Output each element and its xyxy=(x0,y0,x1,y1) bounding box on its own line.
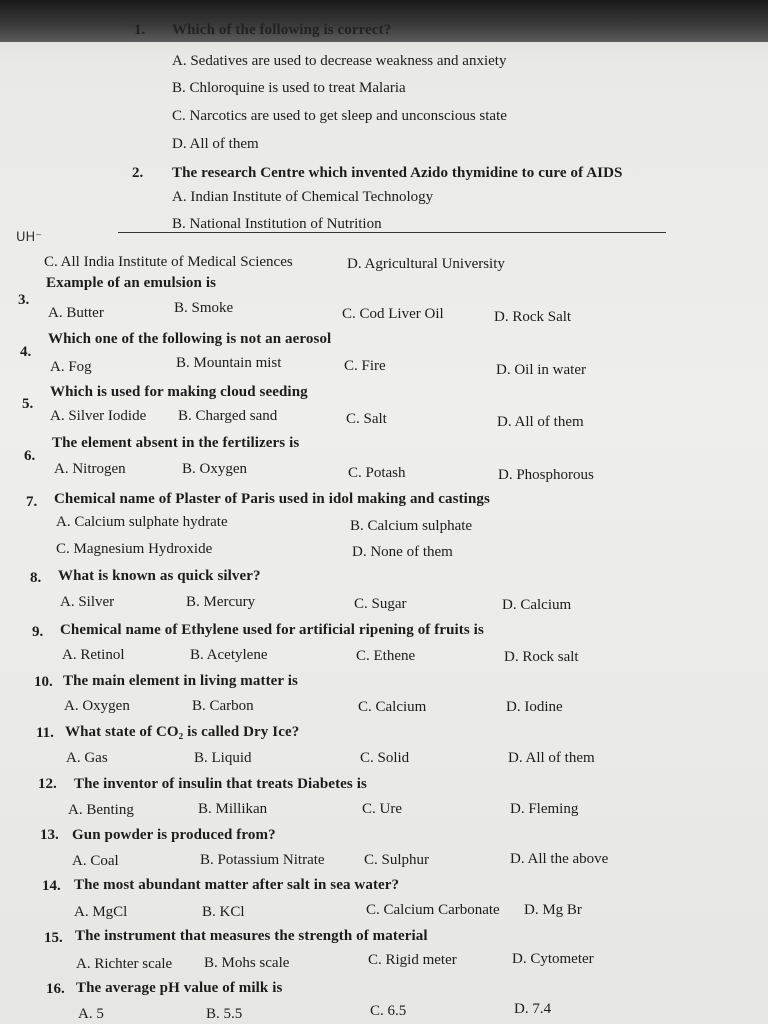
option-a: A. Calcium sulphate hydrate xyxy=(56,514,228,530)
option-c: C. Calcium Carbonate xyxy=(366,902,500,918)
question-text: Gun powder is produced from? xyxy=(72,827,276,843)
option-a: A. Oxygen xyxy=(64,698,130,714)
question-number: 6. xyxy=(24,448,36,464)
question-text: What is known as quick silver? xyxy=(58,568,261,584)
option-b: B. Carbon xyxy=(192,698,254,714)
question-text: The inventor of insulin that treats Diabetes is xyxy=(74,776,367,792)
option-c: C. 6.5 xyxy=(370,1003,407,1019)
option-d: D. Iodine xyxy=(506,699,563,715)
option-d: D. Fleming xyxy=(510,801,579,817)
option-b: B. Liquid xyxy=(194,750,252,766)
option-d: D. All the above xyxy=(510,851,609,867)
question-text: Chemical name of Plaster of Paris used in idol making and castings xyxy=(54,491,490,507)
option-a: A. Retinol xyxy=(62,647,125,663)
option-d: D. Rock salt xyxy=(504,649,579,665)
option-d: D. All of them xyxy=(172,136,259,152)
question-number: 14. xyxy=(42,878,61,894)
option-a: A. Benting xyxy=(68,802,134,818)
option-c: C. Cod Liver Oil xyxy=(342,306,444,322)
option-d: D. Calcium xyxy=(502,597,572,613)
option-a: A. Fog xyxy=(50,359,92,375)
option-a: A. Richter scale xyxy=(76,956,173,972)
option-c: C. Magnesium Hydroxide xyxy=(56,541,213,557)
option-a: A. 5 xyxy=(78,1006,104,1022)
option-a: A. Indian Institute of Chemical Technology xyxy=(172,189,434,205)
question-number: 9. xyxy=(32,624,44,640)
question-number: 5. xyxy=(22,396,34,412)
option-b: B. National Institution of Nutrition xyxy=(172,216,382,232)
question-number: 13. xyxy=(40,827,59,843)
option-d: D. Rock Salt xyxy=(494,309,572,325)
option-a: A. Silver xyxy=(60,594,115,610)
option-b: B. Mountain mist xyxy=(176,355,282,371)
question-number: 7. xyxy=(26,494,38,510)
option-b: B. Calcium sulphate xyxy=(350,518,473,534)
question-number: 10. xyxy=(34,674,53,690)
option-a: A. Nitrogen xyxy=(54,461,126,477)
option-c: C. Sugar xyxy=(354,596,407,612)
question-number: 3. xyxy=(18,292,30,308)
option-a: A. MgCl xyxy=(74,904,128,920)
option-c: C. All India Institute of Medical Sciences xyxy=(44,254,293,270)
question-text: The average pH value of milk is xyxy=(76,980,283,996)
option-d: D. Mg Br xyxy=(524,902,582,918)
option-b: B. Millikan xyxy=(198,801,268,817)
option-a: A. Gas xyxy=(66,750,108,766)
question-number: 11. xyxy=(36,725,54,741)
option-c: C. Sulphur xyxy=(364,852,430,868)
option-d: D. Phosphorous xyxy=(498,467,594,483)
question-text: The element absent in the fertilizers is xyxy=(52,435,300,451)
question-number: 16. xyxy=(46,981,65,997)
option-d: D. All of them xyxy=(497,414,584,430)
question-text: Which one of the following is not an aerosol xyxy=(48,331,332,347)
option-d: D. Agricultural University xyxy=(347,256,505,272)
option-b: B. Acetylene xyxy=(190,647,268,663)
option-b: B. KCl xyxy=(202,904,245,920)
option-c: C. Narcotics are used to get sleep and unconscious state xyxy=(172,108,507,124)
question-number: 2. xyxy=(132,165,144,181)
question-text: Which is used for making cloud seeding xyxy=(50,384,308,400)
option-b: B. 5.5 xyxy=(206,1006,243,1022)
option-b: B. Potassium Nitrate xyxy=(200,852,325,868)
option-a: A. Butter xyxy=(48,305,104,321)
option-d: D. 7.4 xyxy=(514,1001,552,1017)
option-d: D. All of them xyxy=(508,750,595,766)
question-text: What state of CO₂ is called Dry Ice? xyxy=(65,724,300,740)
question-text: Which of the following is correct? xyxy=(172,22,392,38)
question-text: The instrument that measures the strength of material xyxy=(75,928,428,944)
option-c: C. Fire xyxy=(344,358,386,374)
question-number: 1. xyxy=(134,22,146,38)
question-text: The main element in living matter is xyxy=(63,673,298,689)
option-c: C. Solid xyxy=(360,750,410,766)
option-c: C. Rigid meter xyxy=(368,952,457,968)
option-d: D. Oil in water xyxy=(496,362,586,378)
option-b: B. Mercury xyxy=(186,594,256,610)
question-number: 15. xyxy=(44,930,63,946)
option-a: A. Silver Iodide xyxy=(50,408,147,424)
question-text: Chemical name of Ethylene used for artificial ripening of fruits is xyxy=(60,622,484,638)
option-b: B. Smoke xyxy=(174,300,234,316)
option-b: B. Chloroquine is used to treat Malaria xyxy=(172,80,406,96)
option-d: D. None of them xyxy=(352,544,453,560)
option-b: B. Mohs scale xyxy=(204,955,290,971)
option-c: C. Ure xyxy=(362,801,402,817)
option-d: D. Cytometer xyxy=(512,951,594,967)
question-text: The most abundant matter after salt in sea water? xyxy=(74,877,400,893)
question-number: 12. xyxy=(38,776,57,792)
option-c: C. Potash xyxy=(348,465,406,481)
option-b: B. Charged sand xyxy=(178,408,278,424)
option-c: C. Salt xyxy=(346,411,387,427)
question-number: 4. xyxy=(20,344,32,360)
cut-mark: ᑌᕼ⁻ xyxy=(16,229,43,244)
option-a: A. Sedatives are used to decrease weakness and anxiety xyxy=(172,53,507,69)
option-a: A. Coal xyxy=(72,853,119,869)
question-text: The research Centre which invented Azido thymidine to cure of AIDS xyxy=(172,165,623,181)
option-c: C. Calcium xyxy=(358,699,427,715)
question-text: Example of an emulsion is xyxy=(46,275,217,291)
option-b: B. Oxygen xyxy=(182,461,247,477)
option-c: C. Ethene xyxy=(356,648,416,664)
question-number: 8. xyxy=(30,570,42,586)
